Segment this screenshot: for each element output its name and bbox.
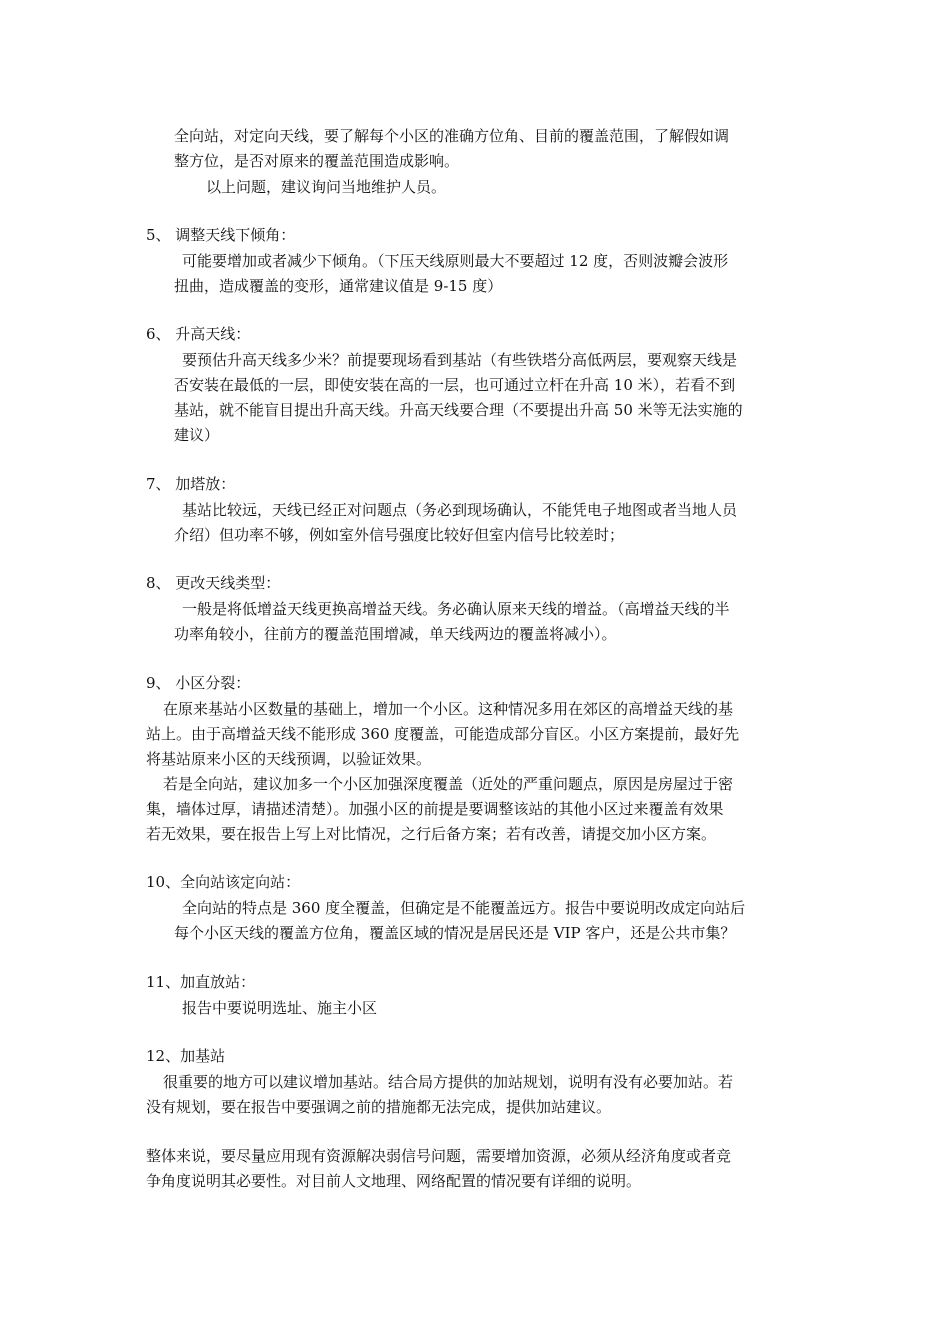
paragraph-line: 基站，就不能盲目提出升高天线。升高天线要合理（不要提出升高 50 米等无法实施的 [174,401,743,419]
summary-line: 整体来说，要尽量应用现有资源解决弱信号问题，需要增加资源，必须从经济角度或者竞 [146,1147,732,1165]
paragraph-line: 若是全向站，建议加多一个小区加强深度覆盖（近处的严重问题点，原因是房屋过于密 [163,775,734,793]
paragraph-line: 介绍）但功率不够，例如室外信号强度比较好但室内信号比较差时； [174,526,625,544]
section-heading-7: 7、 加塔放： [146,475,236,493]
section-heading-5: 5、 调整天线下倾角： [146,226,296,244]
paragraph-line: 基站比较远，天线已经正对问题点（务必到现场确认，不能凭电子地图或者当地人员 [182,501,738,519]
paragraph-line: 全向站的特点是 360 度全覆盖，但确定是不能覆盖远方。报告中要说明改成定向站后 [182,899,746,917]
section-heading-8: 8、 更改天线类型： [146,574,281,592]
section-heading-9: 9、 小区分裂： [146,674,251,692]
paragraph-line: 功率角较小，往前方的覆盖范围增减，单天线两边的覆盖将减小）。 [174,625,617,643]
paragraph-line: 建议） [174,426,220,444]
paragraph-line: 若无效果，要在报告上写上对比情况，之行后备方案；若有改善，请提交加小区方案。 [146,825,717,843]
paragraph-line: 否安装在最低的一层，即使安装在高的一层，也可通过立杆在升高 10 米），若看不到 [174,376,736,394]
intro-line: 整方位，是否对原来的覆盖范围造成影响。 [174,152,460,170]
paragraph-line: 报告中要说明选址、施主小区 [182,999,378,1017]
paragraph-line: 要预估升高天线多少米？前提要现场看到基站（有些铁塔分高低两层，要观察天线是 [182,351,738,369]
paragraph-line: 将基站原来小区的天线预调，以验证效果。 [146,750,432,768]
section-heading-6: 6、 升高天线： [146,325,251,343]
intro-line: 全向站，对定向天线，要了解每个小区的准确方位角、目前的覆盖范围，了解假如调 [174,127,730,145]
section-heading-12: 12、加基站 [146,1047,226,1065]
paragraph-line: 集，墙体过厚，请描述清楚）。加强小区的前提是要调整该站的其他小区过来覆盖有效果 [146,800,724,818]
paragraph-line: 站上。由于高增益天线不能形成 360 度覆盖，可能造成部分盲区。小区方案提前，最好先 [146,725,740,743]
section-heading-10: 10、全向站该定向站： [146,873,301,891]
paragraph-line: 没有规划，要在报告中要强调之前的措施都无法完成，提供加站建议。 [146,1098,612,1116]
paragraph-line: 很重要的地方可以建议增加基站。结合局方提供的加站规划，说明有没有必要加站。若 [163,1073,734,1091]
summary-line: 争角度说明其必要性。对目前人文地理、网络配置的情况要有详细的说明。 [146,1172,642,1190]
paragraph-line: 可能要增加或者减少下倾角。（下压天线原则最大不要超过 12 度，否则波瓣会波形 [182,252,729,270]
paragraph-line: 每个小区天线的覆盖方位角，覆盖区域的情况是居民还是 VIP 客户，还是公共市集？ [174,924,736,942]
paragraph-line: 扭曲，造成覆盖的变形，通常建议值是 9-15 度） [174,277,503,295]
paragraph-line: 在原来基站小区数量的基础上，增加一个小区。这种情况多用在郊区的高增益天线的基 [163,700,734,718]
intro-note: 以上问题，建议询问当地维护人员。 [206,178,447,196]
paragraph-line: 一般是将低增益天线更换高增益天线。务必确认原来天线的增益。（高增益天线的半 [182,600,730,618]
section-heading-11: 11、加直放站： [146,973,256,991]
